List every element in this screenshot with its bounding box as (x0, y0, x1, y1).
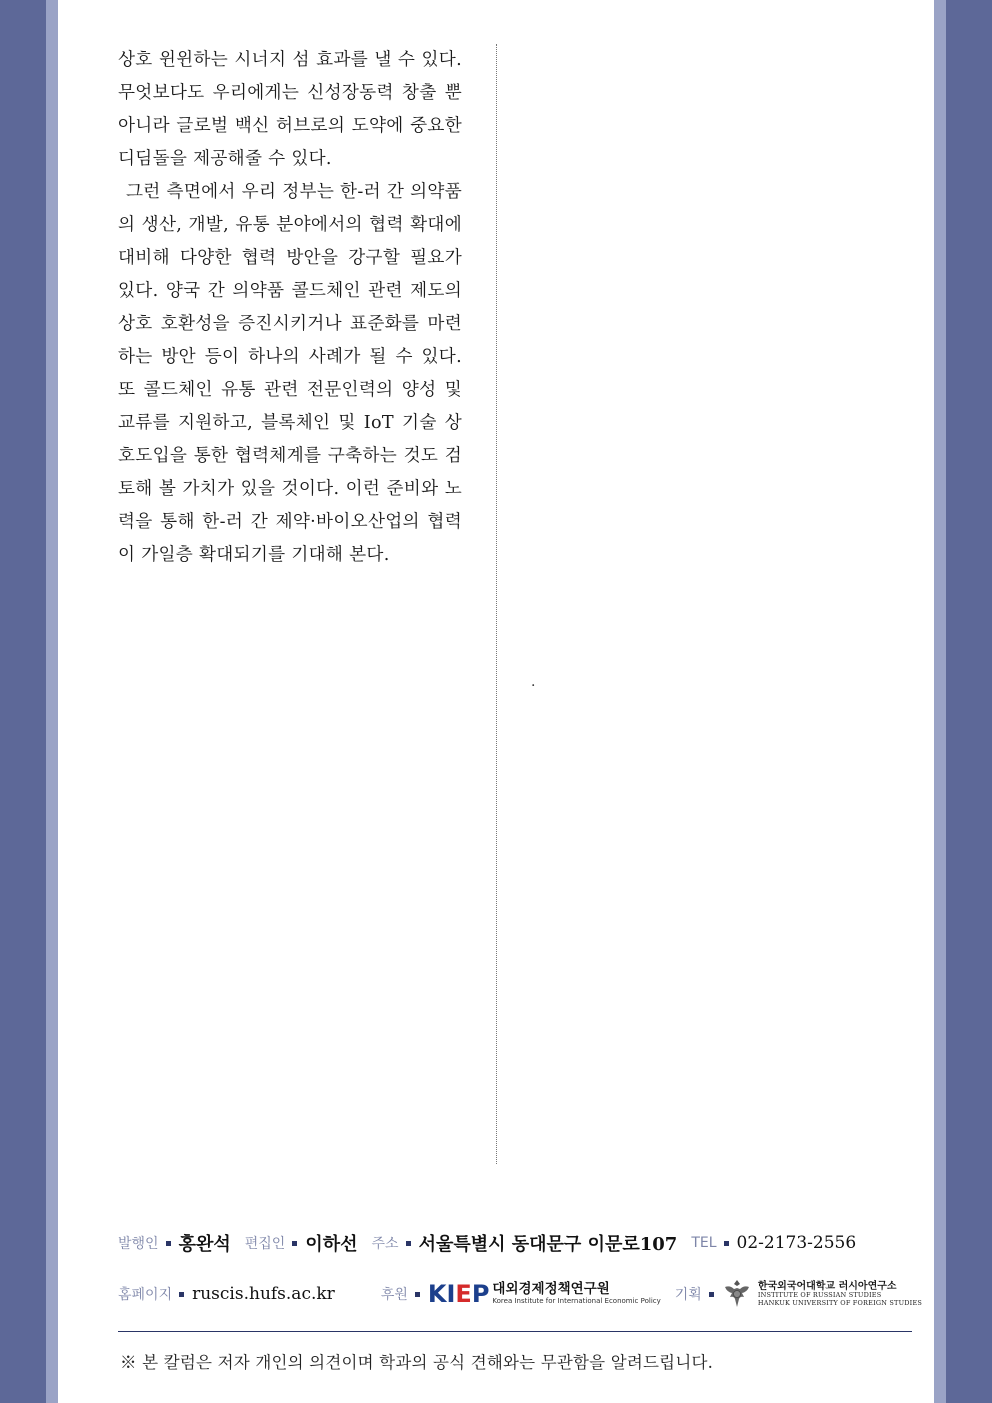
article-paragraph-2: 그런 측면에서 우리 정부는 한-러 간 의약품의 생산, 개발, 유통 분야에서의 협력 확대에 대비해 다양한 협력 방안을 강구할 필요가 있다. 양국 간 의약품 콜드체인 관련 제도의 상호 호환성을 증진시키거나 표준화를 마련하는 방안 등이 하나의 사례가 될 수 있다. 또 콜드체인 유통 관련 전문인력의 양성 및 교류를 지원하고, 블록체인 및 IoT 기술 상호도입을 통한 협력체계를 구축하는 것도 검토해 볼 가치가 있을 것이다. 이런 준비와 노력을 통해 한-러 간 제약·바이오산업의 협력이 가일층 확대되기를 기대해 본다. (118, 182, 462, 565)
bullet-icon (166, 1241, 171, 1246)
left-margin-band-dark (0, 0, 46, 1403)
planning-name-en-line1: INSTITUTE OF RUSSIAN STUDIES (757, 1291, 882, 1300)
address-label: 주소 (371, 1236, 399, 1252)
homepage-label: 홈페이지 (118, 1287, 173, 1303)
right-margin-band-light (934, 0, 946, 1403)
tel-label: TEL (691, 1235, 717, 1251)
homepage-link[interactable]: ruscis.hufs.ac.kr (192, 1284, 335, 1304)
bullet-icon (292, 1241, 297, 1246)
tel-value: 02-2173-2556 (736, 1233, 857, 1253)
bullet-icon (709, 1292, 714, 1297)
editor-label: 편집인 (244, 1236, 286, 1252)
bullet-icon (179, 1292, 184, 1297)
bullet-icon (415, 1292, 420, 1297)
publisher-label: 발행인 (118, 1236, 159, 1252)
eagle-emblem-icon (722, 1277, 752, 1311)
planning-name-en-line2: HANKUK UNIVERSITY OF FOREIGN STUDIES (757, 1298, 923, 1307)
planning-label: 기획 (674, 1287, 702, 1303)
footer-org-row (118, 1270, 922, 1318)
column-divider (496, 44, 497, 1164)
sponsor-label: 후원 (380, 1287, 408, 1303)
publisher-name: 홍완석 (178, 1234, 231, 1255)
kiep-logo (428, 1280, 661, 1308)
hufs-logo (722, 1277, 922, 1311)
right-margin-band-dark (946, 0, 992, 1403)
article-paragraph-1: 상호 윈윈하는 시너지 섬 효과를 낼 수 있다. 무엇보다도 우리에게는 신성장동력 창출 뿐 아니라 글로벌 백신 허브로의 도약에 중요한 디딤돌을 제공해줄 수 있다. (118, 50, 462, 169)
address-value: 서울특별시 동대문구 이문로107 (418, 1234, 678, 1255)
left-margin-band-light (46, 0, 58, 1403)
footer-rule (118, 1331, 912, 1332)
kiep-logo-mark: KIEP (427, 1280, 490, 1308)
disclaimer-text: ※ 본 칼럼은 저자 개인의 의견이며 학과의 공식 견해와는 무관함을 알려드립니다. (120, 1353, 714, 1372)
stray-mark: · (531, 678, 536, 694)
article-column (118, 44, 462, 572)
bullet-icon (724, 1241, 729, 1246)
footer-info-row (118, 1230, 870, 1256)
editor-name: 이하선 (305, 1234, 358, 1255)
bullet-icon (406, 1241, 411, 1246)
sponsor-name-kr: 대외경제정책연구원 (492, 1280, 610, 1297)
sponsor-name-en: Korea Institute for International Economic Policy (492, 1297, 661, 1306)
planning-name-kr: 한국외국어대학교 러시아연구소 (757, 1281, 897, 1293)
